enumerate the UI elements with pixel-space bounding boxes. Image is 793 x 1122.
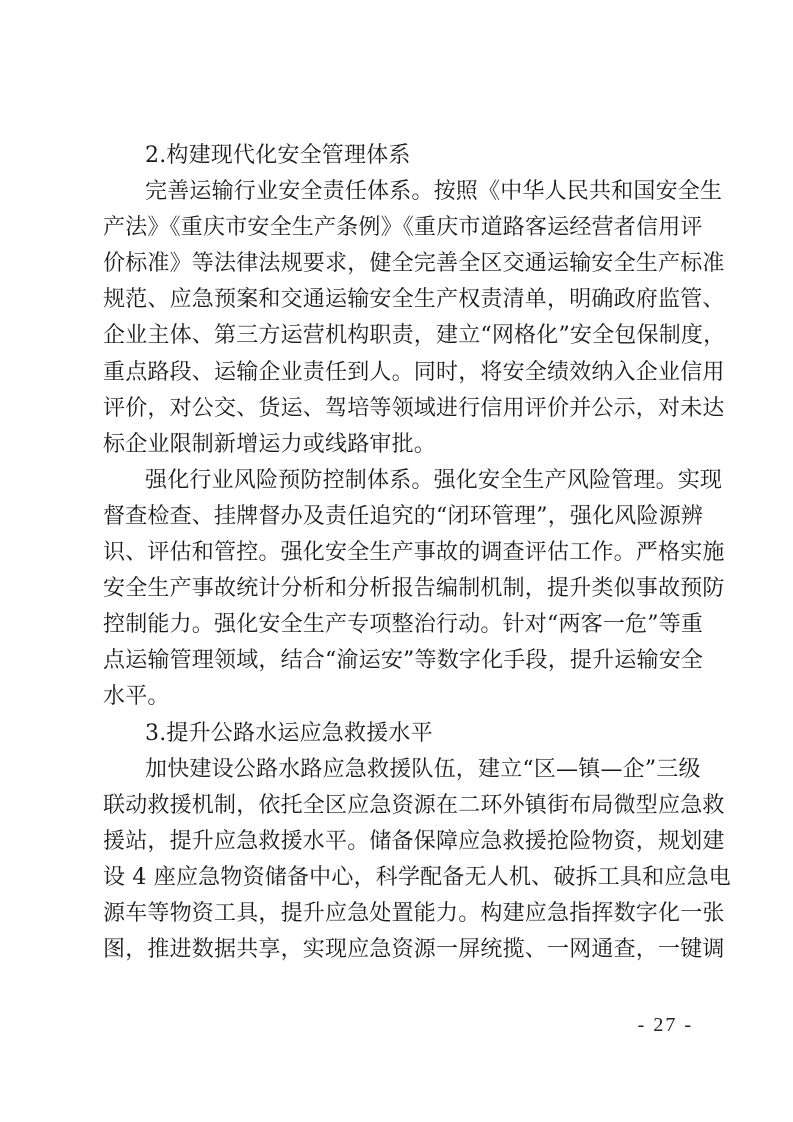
paragraph-line: 重点路段、运输企业责任到人。同时，将安全绩效纳入企业信用 [103, 359, 725, 385]
paragraph [103, 174, 726, 463]
paragraph-line: 价标准》等法律法规要求，健全完善全区交通运输安全生产标准 [103, 251, 725, 277]
paragraph-line: 产法》《重庆市安全生产条例》《重庆市道路客运经营者信用评 [103, 215, 703, 241]
paragraph-line: 图，推进数据共享，实现应急资源一屏统揽、一网通查，一键调 [103, 937, 725, 963]
page-number: - 27 - [637, 1014, 693, 1036]
paragraph-line: 识、评估和管控。强化安全生产事故的调查评估工作。严格实施 [103, 540, 725, 566]
document-body [103, 138, 731, 968]
paragraph-line: 设 4 座应急物资储备中心，科学配备无人机、破拆工具和应急电 [103, 864, 731, 890]
paragraph-line: 完善运输行业安全责任体系。按照《中华人民共和国安全生 [145, 179, 723, 205]
paragraph-line: 加快建设公路水路应急救援队伍，建立“区—镇—企”三级 [145, 756, 701, 782]
paragraph-line: 标企业限制新增运力或线路审批。 [103, 431, 437, 457]
paragraph-line: 水平。 [103, 684, 170, 710]
paragraph-line: 企业主体、第三方运营机构职责，建立“网格化”安全包保制度， [103, 323, 726, 349]
paragraph [103, 752, 731, 969]
paragraph-line: 点运输管理领域，结合“渝运安”等数字化手段，提升运输安全 [103, 648, 704, 674]
paragraph-line: 控制能力。强化安全生产专项整治行动。针对“两客一危”等重 [103, 612, 704, 638]
paragraph-line: 援站，提升应急救援水平。储备保障应急救援抢险物资，规划建 [103, 828, 725, 854]
paragraph-line: 规范、应急预案和交通运输安全生产权责清单，明确政府监管、 [103, 287, 725, 313]
paragraph-line: 源车等物资工具，提升应急处置能力。构建应急指挥数字化一张 [103, 900, 725, 926]
section-heading: 2.构建现代化安全管理体系 [145, 143, 411, 168]
paragraph-line: 联动救援机制，依托全区应急资源在二环外镇街布局微型应急救 [103, 792, 725, 818]
section-heading: 3.提升公路水运应急救援水平 [145, 720, 433, 746]
paragraph-line: 评价，对公交、货运、驾培等领域进行信用评价并公示，对未达 [103, 395, 725, 421]
paragraph-line: 督查检查、挂牌督办及责任追究的“闭环管理”，强化风险源辨 [103, 503, 704, 529]
paragraph-line: 安全生产事故统计分析和分析报告编制机制，提升类似事故预防 [103, 576, 725, 602]
paragraph [103, 463, 725, 716]
paragraph-line: 强化行业风险预防控制体系。强化安全生产风险管理。实现 [145, 467, 723, 493]
